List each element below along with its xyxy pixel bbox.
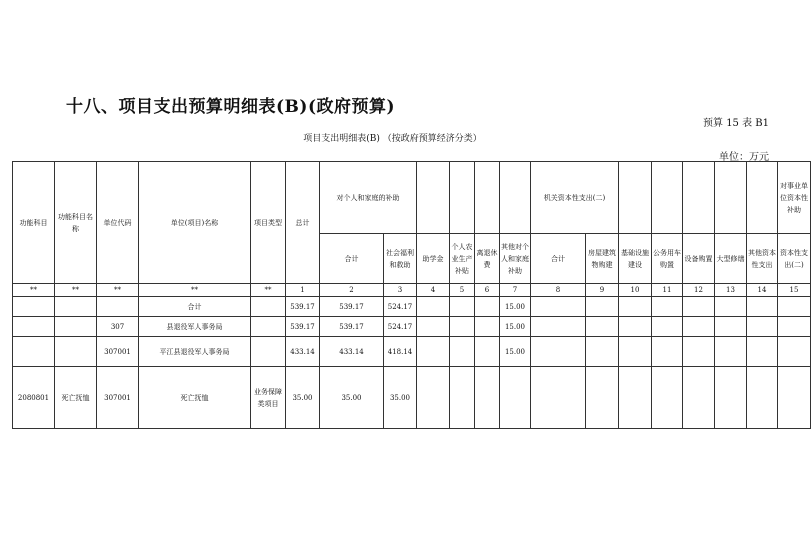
func-code-cell bbox=[13, 317, 55, 337]
index-cell: ** bbox=[251, 284, 286, 297]
empty-cell bbox=[586, 337, 619, 367]
header-blank bbox=[475, 162, 500, 234]
index-row bbox=[13, 284, 811, 297]
header-housing: 房屋建筑物购建 bbox=[586, 234, 619, 284]
unit-code-cell: 307001 bbox=[97, 337, 139, 367]
other-personal-cell: 15.00 bbox=[500, 337, 531, 367]
empty-cell bbox=[450, 367, 475, 429]
empty-cell bbox=[778, 367, 811, 429]
empty-cell bbox=[778, 297, 811, 317]
index-cell: ** bbox=[97, 284, 139, 297]
project-type-cell: 业务保障类项目 bbox=[251, 367, 286, 429]
index-cell: 13 bbox=[715, 284, 747, 297]
header-unit-code: 单位代码 bbox=[97, 162, 139, 284]
index-cell: 4 bbox=[417, 284, 450, 297]
empty-cell bbox=[417, 317, 450, 337]
project-type-cell bbox=[251, 337, 286, 367]
empty-cell bbox=[652, 337, 683, 367]
header-total: 总计 bbox=[286, 162, 320, 284]
total-cell: 539.17 bbox=[286, 297, 320, 317]
index-cell: ** bbox=[13, 284, 55, 297]
empty-cell bbox=[475, 317, 500, 337]
index-cell: ** bbox=[139, 284, 251, 297]
header-stipend: 助学金 bbox=[417, 234, 450, 284]
empty-cell bbox=[715, 317, 747, 337]
empty-cell bbox=[652, 297, 683, 317]
empty-cell bbox=[417, 297, 450, 317]
header-personal-subsidy: 对个人和家庭的补助 bbox=[320, 162, 417, 234]
empty-cell bbox=[747, 337, 778, 367]
index-cell: 11 bbox=[652, 284, 683, 297]
index-cell: ** bbox=[55, 284, 97, 297]
empty-cell bbox=[715, 337, 747, 367]
header-blank bbox=[450, 162, 475, 234]
empty-cell bbox=[747, 367, 778, 429]
func-code-cell bbox=[13, 297, 55, 317]
empty-cell bbox=[619, 317, 652, 337]
unit-code-cell: 307 bbox=[97, 317, 139, 337]
table-row bbox=[13, 337, 811, 367]
empty-cell bbox=[747, 297, 778, 317]
func-name-cell bbox=[55, 317, 97, 337]
index-cell: 2 bbox=[320, 284, 384, 297]
header-vehicle: 公务用车购置 bbox=[652, 234, 683, 284]
index-cell: 1 bbox=[286, 284, 320, 297]
empty-cell bbox=[531, 297, 586, 317]
header-func-subject: 功能科目 bbox=[13, 162, 55, 284]
header-blank bbox=[652, 162, 683, 234]
subtotal-cell: 539.17 bbox=[320, 297, 384, 317]
project-type-cell bbox=[251, 317, 286, 337]
header-enterprise-capital: 对事业单位资本性补助 bbox=[778, 162, 811, 234]
project-type-cell bbox=[251, 297, 286, 317]
total-cell: 35.00 bbox=[286, 367, 320, 429]
empty-cell bbox=[778, 317, 811, 337]
subtotal-cell: 35.00 bbox=[320, 367, 384, 429]
budget-table bbox=[12, 161, 811, 429]
empty-cell bbox=[619, 297, 652, 317]
header-blank bbox=[500, 162, 531, 234]
welfare-cell: 35.00 bbox=[384, 367, 417, 429]
func-name-cell bbox=[55, 297, 97, 317]
table-row bbox=[13, 367, 811, 429]
func-name-cell: 死亡抚恤 bbox=[55, 367, 97, 429]
empty-cell bbox=[715, 297, 747, 317]
empty-cell bbox=[586, 367, 619, 429]
empty-cell bbox=[417, 337, 450, 367]
header-infrastructure: 基础设施建设 bbox=[619, 234, 652, 284]
unit-name-cell: 合计 bbox=[139, 297, 251, 317]
welfare-cell: 524.17 bbox=[384, 317, 417, 337]
empty-cell bbox=[652, 317, 683, 337]
unit-name-cell: 县退役军人事务局 bbox=[139, 317, 251, 337]
header-other-capital: 其他资本性支出 bbox=[747, 234, 778, 284]
empty-cell bbox=[531, 317, 586, 337]
welfare-cell: 418.14 bbox=[384, 337, 417, 367]
header-subtotal: 合计 bbox=[320, 234, 384, 284]
header-blank bbox=[683, 162, 715, 234]
header-blank bbox=[417, 162, 450, 234]
other-personal-cell bbox=[500, 367, 531, 429]
index-cell: 5 bbox=[450, 284, 475, 297]
index-cell: 12 bbox=[683, 284, 715, 297]
index-cell: 14 bbox=[747, 284, 778, 297]
index-cell: 6 bbox=[475, 284, 500, 297]
subtotal-cell: 539.17 bbox=[320, 317, 384, 337]
func-code-cell bbox=[13, 337, 55, 367]
header-row-1 bbox=[13, 162, 811, 234]
table-row bbox=[13, 297, 811, 317]
header-subtotal2: 合计 bbox=[531, 234, 586, 284]
table-code: 预算 15 表 B1 bbox=[703, 118, 769, 129]
empty-cell bbox=[747, 317, 778, 337]
header-project-type: 项目类型 bbox=[251, 162, 286, 284]
header-unit-name: 单位(项目)名称 bbox=[139, 162, 251, 284]
index-cell: 3 bbox=[384, 284, 417, 297]
header-blank bbox=[619, 162, 652, 234]
empty-cell bbox=[417, 367, 450, 429]
header-repair: 大型修缮 bbox=[715, 234, 747, 284]
subtotal-cell: 433.14 bbox=[320, 337, 384, 367]
empty-cell bbox=[475, 367, 500, 429]
table-row bbox=[13, 317, 811, 337]
other-personal-cell: 15.00 bbox=[500, 317, 531, 337]
header-blank bbox=[747, 162, 778, 234]
empty-cell bbox=[683, 337, 715, 367]
unit-label: 单位：万元 bbox=[719, 152, 769, 163]
empty-cell bbox=[450, 297, 475, 317]
header-social-welfare: 社会福利和救助 bbox=[384, 234, 417, 284]
empty-cell bbox=[586, 297, 619, 317]
index-cell: 15 bbox=[778, 284, 811, 297]
table-subtitle: 项目支出明细表(B) （按政府预算经济分类） bbox=[303, 134, 482, 144]
empty-cell bbox=[450, 317, 475, 337]
header-retirement: 离退休费 bbox=[475, 234, 500, 284]
empty-cell bbox=[531, 367, 586, 429]
header-equipment: 设备购置 bbox=[683, 234, 715, 284]
index-cell: 9 bbox=[586, 284, 619, 297]
unit-code-cell: 307001 bbox=[97, 367, 139, 429]
header-other-personal: 其他对个人和家庭补助 bbox=[500, 234, 531, 284]
unit-name-cell: 平江县退役军人事务局 bbox=[139, 337, 251, 367]
other-personal-cell: 15.00 bbox=[500, 297, 531, 317]
unit-code-cell bbox=[97, 297, 139, 317]
header-capital-2: 资本性支出(二) bbox=[778, 234, 811, 284]
empty-cell bbox=[652, 367, 683, 429]
empty-cell bbox=[531, 337, 586, 367]
empty-cell bbox=[715, 367, 747, 429]
empty-cell bbox=[586, 317, 619, 337]
header-capital-expense: 机关资本性支出(二) bbox=[531, 162, 619, 234]
empty-cell bbox=[683, 367, 715, 429]
empty-cell bbox=[450, 337, 475, 367]
empty-cell bbox=[683, 297, 715, 317]
welfare-cell: 524.17 bbox=[384, 297, 417, 317]
header-func-subject-name: 功能科目名称 bbox=[55, 162, 97, 284]
empty-cell bbox=[683, 317, 715, 337]
header-blank bbox=[715, 162, 747, 234]
index-cell: 10 bbox=[619, 284, 652, 297]
empty-cell bbox=[475, 297, 500, 317]
total-cell: 433.14 bbox=[286, 337, 320, 367]
header-agri-subsidy: 个人农业生产补贴 bbox=[450, 234, 475, 284]
empty-cell bbox=[778, 337, 811, 367]
page-title: 十八、项目支出预算明细表(B)(政府预算) bbox=[66, 97, 396, 117]
empty-cell bbox=[475, 337, 500, 367]
index-cell: 8 bbox=[531, 284, 586, 297]
func-name-cell bbox=[55, 337, 97, 367]
index-cell: 7 bbox=[500, 284, 531, 297]
empty-cell bbox=[619, 337, 652, 367]
total-cell: 539.17 bbox=[286, 317, 320, 337]
func-code-cell: 2080801 bbox=[13, 367, 55, 429]
unit-name-cell: 死亡抚恤 bbox=[139, 367, 251, 429]
empty-cell bbox=[619, 367, 652, 429]
